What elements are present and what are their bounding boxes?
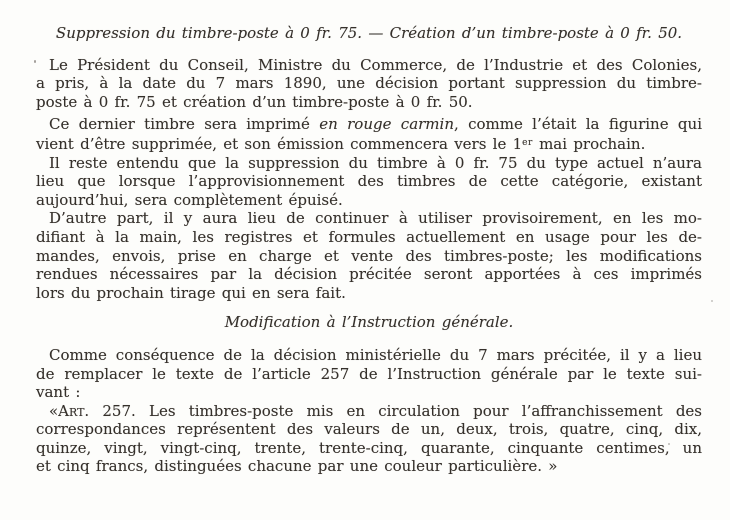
text-segment: mandes, envois, prise en charge et vente des timbres-poste; les modifications — [36, 246, 702, 265]
text-line — [36, 115, 702, 134]
text-line — [36, 439, 702, 458]
text-line — [36, 74, 702, 93]
text-line — [36, 457, 702, 476]
text-line — [36, 346, 702, 365]
text-segment: vient d’être supprimée, et son émission commencera vers le 1 — [36, 134, 523, 153]
text-line — [36, 402, 702, 421]
block-p4 — [36, 209, 702, 302]
text-segment: difiant à la main, les registres et formules actuellement en usage pour les de- — [36, 227, 702, 246]
text-line — [36, 284, 702, 303]
scan-speck — [34, 60, 36, 63]
text-line — [36, 420, 702, 439]
text-line — [36, 313, 702, 332]
text-segment: vant : — [36, 383, 81, 402]
text-line — [36, 24, 702, 43]
text-segment: en rouge carmin — [319, 115, 454, 134]
text-line — [36, 172, 702, 191]
text-segment: aujourd’hui, sera complètement épuisé. — [36, 190, 343, 209]
text-line — [36, 56, 702, 75]
text-segment: Modification à l’Instruction générale. — [224, 313, 514, 332]
text-segment: mai prochain. — [532, 134, 646, 153]
text-line — [36, 134, 702, 154]
block-p1 — [36, 56, 702, 112]
scan-speck — [668, 443, 670, 445]
text-segment: Ce dernier timbre sera imprimé — [49, 115, 320, 134]
text-segment: Le Président du Conseil, Ministre du Commerce, de l’Industrie et des Colonies, — [49, 55, 702, 74]
text-segment: rendues nécessaires par la décision précitée seront apportées à ces imprimés — [36, 265, 702, 284]
text-line — [36, 154, 702, 173]
block-p2 — [36, 115, 702, 153]
text-segment: de remplacer le texte de l’article 257 de l’Instruction générale par le texte sui- — [36, 364, 702, 383]
scan-speck — [711, 300, 713, 302]
text-segment: lieu que lorsque l’approvisionnement des timbres de cette catégorie, existant — [36, 172, 702, 191]
text-segment: a pris, à la date du 7 mars 1890, une décision portant suppression du timbre- — [36, 74, 702, 93]
text-segment: poste à 0 fr. 75 et création d’un timbre-poste à 0 fr. 50. — [36, 92, 473, 111]
text-segment: correspondances représentent des valeurs de un, deux, trois, quatre, cinq, dix, — [36, 420, 702, 439]
text-segment: Comme conséquence de la décision ministérielle du 7 mars précitée, il y a lieu — [49, 345, 702, 364]
text-segment: «Art. 257. — [49, 401, 136, 420]
text-segment: et cinq francs, distinguées chacune par une couleur particulière. » — [36, 457, 558, 476]
text-line — [36, 228, 702, 247]
text-segment: Les timbres-poste mis en circulation pour l’affranchissement des — [135, 401, 702, 420]
text-line — [36, 191, 702, 210]
text-line — [36, 93, 702, 112]
text-segment: er — [522, 137, 533, 148]
block-p5 — [36, 346, 702, 402]
block-art-257-quote — [36, 402, 702, 476]
text-segment: , comme l’était la figurine qui — [454, 115, 702, 134]
text-column — [36, 0, 702, 476]
text-segment: quinze, vingt, vingt-cinq, trente, trente-cinq, quarante, cinquante centimes, un — [36, 438, 702, 457]
block-title — [36, 24, 702, 43]
text-line — [36, 383, 702, 402]
text-segment: lors du prochain tirage qui en sera fait. — [36, 283, 346, 302]
text-line — [36, 209, 702, 228]
text-segment: Suppression du timbre-poste à 0 fr. 75. — Création d’un timbre-poste à 0 fr. 50. — [55, 24, 683, 42]
block-p3 — [36, 154, 702, 210]
text-segment: Il reste entendu que la suppression du timbre à 0 fr. 75 du type actuel n’aura — [49, 153, 702, 172]
text-line — [36, 247, 702, 266]
text-segment: D’autre part, il y aura lieu de continuer à utiliser provisoirement, en les mo- — [49, 209, 702, 228]
text-line — [36, 365, 702, 384]
text-line — [36, 265, 702, 284]
block-section-heading — [36, 313, 702, 332]
